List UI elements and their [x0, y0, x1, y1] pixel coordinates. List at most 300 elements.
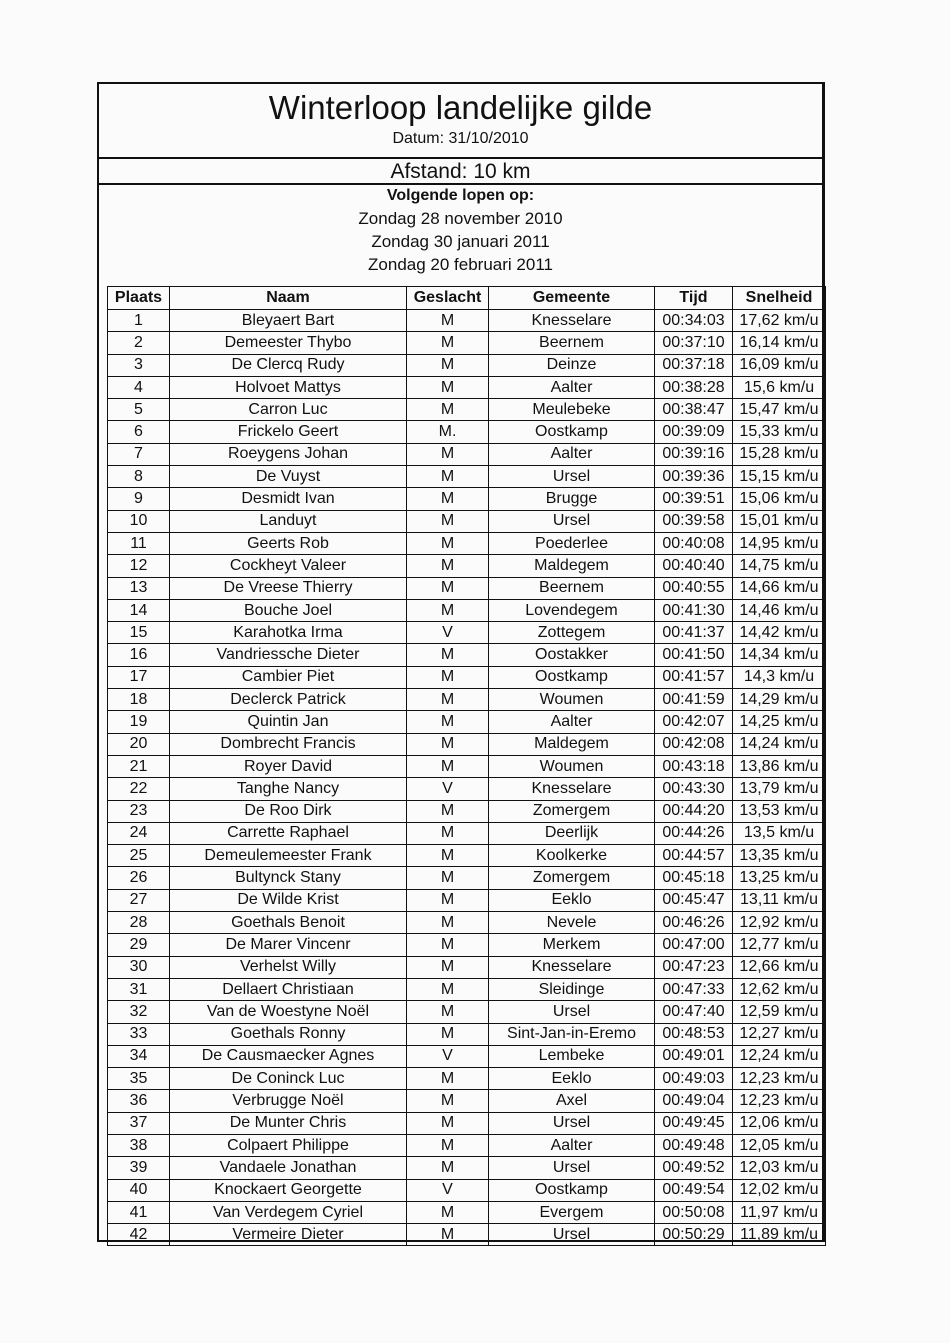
table-row — [108, 332, 826, 354]
cell-geslacht: M — [407, 666, 489, 688]
table-row — [108, 755, 826, 777]
cell-tijd: 00:39:09 — [655, 421, 733, 443]
cell-geslacht: M — [407, 755, 489, 777]
table-row — [108, 800, 826, 822]
cell-snelheid: 15,15 km/u — [733, 466, 826, 488]
cell-snelheid: 14,29 km/u — [733, 689, 826, 711]
cell-snelheid: 13,86 km/u — [733, 755, 826, 777]
cell-gemeente: Aalter — [489, 376, 655, 398]
table-row — [108, 510, 826, 532]
cell-naam: Dombrecht Francis — [170, 733, 407, 755]
cell-gemeente: Merkem — [489, 934, 655, 956]
cell-tijd: 00:49:45 — [655, 1112, 733, 1134]
cell-naam: Landuyt — [170, 510, 407, 532]
table-row — [108, 666, 826, 688]
cell-geslacht: M — [407, 488, 489, 510]
cell-gemeente: Oostkamp — [489, 421, 655, 443]
cell-plaats: 40 — [108, 1179, 170, 1201]
cell-tijd: 00:39:16 — [655, 443, 733, 465]
cell-gemeente: Aalter — [489, 711, 655, 733]
cell-naam: Vandriessche Dieter — [170, 644, 407, 666]
cell-tijd: 00:41:59 — [655, 689, 733, 711]
cell-naam: De Marer Vincenr — [170, 934, 407, 956]
table-row — [108, 1224, 826, 1246]
cell-plaats: 11 — [108, 532, 170, 554]
cell-plaats: 18 — [108, 689, 170, 711]
cell-geslacht: M — [407, 644, 489, 666]
cell-naam: Vandaele Jonathan — [170, 1157, 407, 1179]
cell-geslacht: M — [407, 354, 489, 376]
cell-snelheid: 13,79 km/u — [733, 778, 826, 800]
cell-gemeente: Sleidinge — [489, 978, 655, 1000]
table-row — [108, 978, 826, 1000]
cell-snelheid: 12,06 km/u — [733, 1112, 826, 1134]
cell-geslacht: M — [407, 934, 489, 956]
cell-snelheid: 15,06 km/u — [733, 488, 826, 510]
cell-naam: Quintin Jan — [170, 711, 407, 733]
col-header-gemeente: Gemeente — [489, 287, 655, 310]
table-row — [108, 711, 826, 733]
cell-snelheid: 14,46 km/u — [733, 599, 826, 621]
table-header-row — [108, 287, 826, 310]
cell-plaats: 16 — [108, 644, 170, 666]
cell-naam: Colpaert Philippe — [170, 1134, 407, 1156]
cell-tijd: 00:47:33 — [655, 978, 733, 1000]
table-row — [108, 622, 826, 644]
cell-gemeente: Nevele — [489, 912, 655, 934]
cell-naam: Demeulemeester Frank — [170, 845, 407, 867]
cell-gemeente: Oostakker — [489, 644, 655, 666]
cell-plaats: 28 — [108, 912, 170, 934]
cell-snelheid: 11,89 km/u — [733, 1224, 826, 1246]
table-row — [108, 1201, 826, 1223]
cell-gemeente: Axel — [489, 1090, 655, 1112]
cell-naam: Geerts Rob — [170, 532, 407, 554]
cell-gemeente: Ursel — [489, 510, 655, 532]
cell-geslacht: V — [407, 1045, 489, 1067]
cell-tijd: 00:48:53 — [655, 1023, 733, 1045]
cell-snelheid: 13,53 km/u — [733, 800, 826, 822]
cell-snelheid: 11,97 km/u — [733, 1201, 826, 1223]
cell-tijd: 00:49:04 — [655, 1090, 733, 1112]
cell-naam: Van de Woestyne Noël — [170, 1001, 407, 1023]
cell-geslacht: V — [407, 622, 489, 644]
cell-plaats: 23 — [108, 800, 170, 822]
cell-gemeente: Eeklo — [489, 889, 655, 911]
table-row — [108, 689, 826, 711]
cell-plaats: 17 — [108, 666, 170, 688]
cell-plaats: 13 — [108, 577, 170, 599]
table-row — [108, 822, 826, 844]
cell-geslacht: M — [407, 310, 489, 332]
cell-snelheid: 14,24 km/u — [733, 733, 826, 755]
cell-tijd: 00:42:07 — [655, 711, 733, 733]
cell-gemeente: Aalter — [489, 443, 655, 465]
cell-gemeente: Knesselare — [489, 778, 655, 800]
cell-naam: Carrette Raphael — [170, 822, 407, 844]
cell-geslacht: M — [407, 978, 489, 1000]
cell-plaats: 26 — [108, 867, 170, 889]
cell-geslacht: M. — [407, 421, 489, 443]
table-row — [108, 555, 826, 577]
cell-snelheid: 16,09 km/u — [733, 354, 826, 376]
cell-geslacht: M — [407, 689, 489, 711]
cell-geslacht: M — [407, 332, 489, 354]
cell-tijd: 00:39:58 — [655, 510, 733, 532]
cell-tijd: 00:49:01 — [655, 1045, 733, 1067]
cell-geslacht: M — [407, 733, 489, 755]
cell-tijd: 00:40:55 — [655, 577, 733, 599]
cell-tijd: 00:45:47 — [655, 889, 733, 911]
cell-snelheid: 13,25 km/u — [733, 867, 826, 889]
table-row — [108, 577, 826, 599]
col-header-plaats: Plaats — [108, 287, 170, 310]
cell-geslacht: M — [407, 867, 489, 889]
cell-geslacht: M — [407, 532, 489, 554]
table-row — [108, 867, 826, 889]
cell-tijd: 00:49:54 — [655, 1179, 733, 1201]
distance-label: Afstand: 10 km — [390, 160, 531, 183]
table-row — [108, 956, 826, 978]
table-row — [108, 1045, 826, 1067]
cell-plaats: 33 — [108, 1023, 170, 1045]
cell-naam: Bouche Joel — [170, 599, 407, 621]
cell-geslacht: M — [407, 1224, 489, 1246]
next-runs-block — [99, 185, 822, 286]
cell-gemeente: Knesselare — [489, 956, 655, 978]
cell-naam: Verbrugge Noël — [170, 1090, 407, 1112]
cell-plaats: 20 — [108, 733, 170, 755]
table-row — [108, 1023, 826, 1045]
cell-naam: Demeester Thybo — [170, 332, 407, 354]
cell-tijd: 00:43:18 — [655, 755, 733, 777]
cell-gemeente: Poederlee — [489, 532, 655, 554]
cell-geslacht: M — [407, 1068, 489, 1090]
cell-gemeente: Beernem — [489, 332, 655, 354]
cell-plaats: 22 — [108, 778, 170, 800]
cell-tijd: 00:41:57 — [655, 666, 733, 688]
cell-gemeente: Zomergem — [489, 800, 655, 822]
cell-gemeente: Aalter — [489, 1134, 655, 1156]
table-row — [108, 466, 826, 488]
cell-snelheid: 12,24 km/u — [733, 1045, 826, 1067]
cell-snelheid: 13,35 km/u — [733, 845, 826, 867]
table-row — [108, 1112, 826, 1134]
table-row — [108, 399, 826, 421]
cell-gemeente: Knesselare — [489, 310, 655, 332]
cell-geslacht: M — [407, 555, 489, 577]
cell-naam: De Roo Dirk — [170, 800, 407, 822]
cell-tijd: 00:38:28 — [655, 376, 733, 398]
next-run-date: Zondag 20 februari 2011 — [368, 255, 553, 274]
col-header-snelheid: Snelheid — [733, 287, 826, 310]
table-row — [108, 934, 826, 956]
cell-gemeente: Ursel — [489, 466, 655, 488]
cell-snelheid: 14,25 km/u — [733, 711, 826, 733]
cell-gemeente: Ursel — [489, 1112, 655, 1134]
cell-geslacht: M — [407, 822, 489, 844]
cell-tijd: 00:40:08 — [655, 532, 733, 554]
cell-tijd: 00:47:00 — [655, 934, 733, 956]
cell-geslacht: M — [407, 1001, 489, 1023]
cell-gemeente: Maldegem — [489, 733, 655, 755]
cell-tijd: 00:45:18 — [655, 867, 733, 889]
cell-naam: Cockheyt Valeer — [170, 555, 407, 577]
cell-gemeente: Oostkamp — [489, 1179, 655, 1201]
cell-geslacht: M — [407, 1112, 489, 1134]
cell-naam: De Vreese Thierry — [170, 577, 407, 599]
cell-naam: Holvoet Mattys — [170, 376, 407, 398]
cell-naam: Declerck Patrick — [170, 689, 407, 711]
cell-plaats: 35 — [108, 1068, 170, 1090]
cell-snelheid: 12,77 km/u — [733, 934, 826, 956]
cell-gemeente: Brugge — [489, 488, 655, 510]
cell-plaats: 36 — [108, 1090, 170, 1112]
cell-gemeente: Ursel — [489, 1001, 655, 1023]
cell-gemeente: Oostkamp — [489, 666, 655, 688]
cell-plaats: 38 — [108, 1134, 170, 1156]
cell-geslacht: V — [407, 778, 489, 800]
cell-tijd: 00:40:40 — [655, 555, 733, 577]
cell-gemeente: Eeklo — [489, 1068, 655, 1090]
cell-snelheid: 12,03 km/u — [733, 1157, 826, 1179]
cell-tijd: 00:47:23 — [655, 956, 733, 978]
cell-gemeente: Woumen — [489, 689, 655, 711]
cell-gemeente: Deerlijk — [489, 822, 655, 844]
cell-plaats: 12 — [108, 555, 170, 577]
cell-geslacht: M — [407, 800, 489, 822]
cell-naam: Vermeire Dieter — [170, 1224, 407, 1246]
table-row — [108, 845, 826, 867]
cell-naam: Bleyaert Bart — [170, 310, 407, 332]
cell-naam: Goethals Ronny — [170, 1023, 407, 1045]
cell-plaats: 21 — [108, 755, 170, 777]
cell-snelheid: 13,5 km/u — [733, 822, 826, 844]
table-row — [108, 354, 826, 376]
cell-naam: De Munter Chris — [170, 1112, 407, 1134]
cell-tijd: 00:37:18 — [655, 354, 733, 376]
table-row — [108, 599, 826, 621]
title-block — [99, 84, 822, 159]
cell-geslacht: M — [407, 956, 489, 978]
cell-tijd: 00:39:36 — [655, 466, 733, 488]
table-row — [108, 1090, 826, 1112]
table-row — [108, 912, 826, 934]
cell-geslacht: M — [407, 577, 489, 599]
cell-gemeente: Zottegem — [489, 622, 655, 644]
cell-snelheid: 12,23 km/u — [733, 1090, 826, 1112]
cell-geslacht: M — [407, 1157, 489, 1179]
cell-plaats: 31 — [108, 978, 170, 1000]
cell-tijd: 00:46:26 — [655, 912, 733, 934]
cell-snelheid: 14,42 km/u — [733, 622, 826, 644]
cell-tijd: 00:44:26 — [655, 822, 733, 844]
cell-geslacht: M — [407, 443, 489, 465]
cell-plaats: 39 — [108, 1157, 170, 1179]
cell-naam: Dellaert Christiaan — [170, 978, 407, 1000]
cell-plaats: 19 — [108, 711, 170, 733]
cell-plaats: 5 — [108, 399, 170, 421]
cell-plaats: 37 — [108, 1112, 170, 1134]
table-row — [108, 1134, 826, 1156]
cell-gemeente: Beernem — [489, 577, 655, 599]
page-title: Winterloop landelijke gilde — [268, 89, 653, 126]
cell-tijd: 00:38:47 — [655, 399, 733, 421]
cell-snelheid: 15,6 km/u — [733, 376, 826, 398]
col-header-naam: Naam — [170, 287, 407, 310]
cell-plaats: 24 — [108, 822, 170, 844]
cell-naam: Carron Luc — [170, 399, 407, 421]
cell-naam: Cambier Piet — [170, 666, 407, 688]
cell-geslacht: M — [407, 376, 489, 398]
cell-tijd: 00:37:10 — [655, 332, 733, 354]
table-row — [108, 644, 826, 666]
cell-tijd: 00:50:29 — [655, 1224, 733, 1246]
cell-geslacht: M — [407, 466, 489, 488]
cell-snelheid: 15,28 km/u — [733, 443, 826, 465]
table-row — [108, 421, 826, 443]
cell-snelheid: 15,47 km/u — [733, 399, 826, 421]
cell-plaats: 4 — [108, 376, 170, 398]
cell-naam: De Wilde Krist — [170, 889, 407, 911]
cell-tijd: 00:49:52 — [655, 1157, 733, 1179]
cell-snelheid: 14,34 km/u — [733, 644, 826, 666]
cell-geslacht: M — [407, 399, 489, 421]
table-row — [108, 889, 826, 911]
cell-plaats: 27 — [108, 889, 170, 911]
cell-naam: De Coninck Luc — [170, 1068, 407, 1090]
cell-naam: De Clercq Rudy — [170, 354, 407, 376]
cell-geslacht: M — [407, 1201, 489, 1223]
cell-naam: Desmidt Ivan — [170, 488, 407, 510]
cell-naam: Tanghe Nancy — [170, 778, 407, 800]
cell-tijd: 00:44:57 — [655, 845, 733, 867]
col-header-geslacht: Geslacht — [407, 287, 489, 310]
cell-tijd: 00:49:03 — [655, 1068, 733, 1090]
cell-tijd: 00:44:20 — [655, 800, 733, 822]
cell-snelheid: 15,33 km/u — [733, 421, 826, 443]
cell-gemeente: Woumen — [489, 755, 655, 777]
cell-tijd: 00:41:30 — [655, 599, 733, 621]
table-row — [108, 310, 826, 332]
cell-plaats: 32 — [108, 1001, 170, 1023]
cell-naam: De Vuyst — [170, 466, 407, 488]
cell-naam: Van Verdegem Cyriel — [170, 1201, 407, 1223]
cell-snelheid: 16,14 km/u — [733, 332, 826, 354]
cell-plaats: 2 — [108, 332, 170, 354]
cell-snelheid: 14,66 km/u — [733, 577, 826, 599]
cell-tijd: 00:43:30 — [655, 778, 733, 800]
table-row — [108, 488, 826, 510]
cell-plaats: 10 — [108, 510, 170, 532]
cell-tijd: 00:42:08 — [655, 733, 733, 755]
cell-snelheid: 15,01 km/u — [733, 510, 826, 532]
cell-geslacht: M — [407, 1023, 489, 1045]
cell-gemeente: Lembeke — [489, 1045, 655, 1067]
cell-snelheid: 13,11 km/u — [733, 889, 826, 911]
cell-plaats: 8 — [108, 466, 170, 488]
cell-snelheid: 12,27 km/u — [733, 1023, 826, 1045]
cell-gemeente: Deinze — [489, 354, 655, 376]
cell-geslacht: V — [407, 1179, 489, 1201]
table-row — [108, 443, 826, 465]
cell-geslacht: M — [407, 889, 489, 911]
cell-geslacht: M — [407, 1134, 489, 1156]
cell-gemeente: Koolkerke — [489, 845, 655, 867]
cell-gemeente: Lovendegem — [489, 599, 655, 621]
cell-snelheid: 12,05 km/u — [733, 1134, 826, 1156]
next-runs-label: Volgende lopen op: — [386, 187, 535, 204]
cell-snelheid: 12,62 km/u — [733, 978, 826, 1000]
cell-snelheid: 12,92 km/u — [733, 912, 826, 934]
cell-tijd: 00:50:08 — [655, 1201, 733, 1223]
cell-tijd: 00:34:03 — [655, 310, 733, 332]
cell-geslacht: M — [407, 599, 489, 621]
cell-naam: Bultynck Stany — [170, 867, 407, 889]
cell-snelheid: 14,3 km/u — [733, 666, 826, 688]
distance-block — [99, 159, 822, 185]
cell-plaats: 41 — [108, 1201, 170, 1223]
cell-plaats: 3 — [108, 354, 170, 376]
cell-gemeente: Meulebeke — [489, 399, 655, 421]
table-row — [108, 1157, 826, 1179]
cell-snelheid: 12,23 km/u — [733, 1068, 826, 1090]
cell-gemeente: Evergem — [489, 1201, 655, 1223]
cell-gemeente: Zomergem — [489, 867, 655, 889]
cell-gemeente: Ursel — [489, 1157, 655, 1179]
cell-naam: Knockaert Georgette — [170, 1179, 407, 1201]
cell-naam: Frickelo Geert — [170, 421, 407, 443]
cell-gemeente: Ursel — [489, 1224, 655, 1246]
table-row — [108, 1179, 826, 1201]
cell-plaats: 14 — [108, 599, 170, 621]
table-row — [108, 376, 826, 398]
next-run-date: Zondag 28 november 2010 — [358, 209, 563, 228]
cell-geslacht: M — [407, 1090, 489, 1112]
next-run-date: Zondag 30 januari 2011 — [371, 232, 550, 251]
cell-plaats: 30 — [108, 956, 170, 978]
cell-tijd: 00:41:37 — [655, 622, 733, 644]
cell-snelheid: 12,66 km/u — [733, 956, 826, 978]
cell-naam: Roeygens Johan — [170, 443, 407, 465]
cell-tijd: 00:39:51 — [655, 488, 733, 510]
cell-plaats: 9 — [108, 488, 170, 510]
cell-snelheid: 12,59 km/u — [733, 1001, 826, 1023]
results-sheet — [97, 82, 825, 1242]
cell-snelheid: 14,95 km/u — [733, 532, 826, 554]
cell-geslacht: M — [407, 510, 489, 532]
table-row — [108, 1068, 826, 1090]
cell-plaats: 25 — [108, 845, 170, 867]
cell-naam: Verhelst Willy — [170, 956, 407, 978]
cell-plaats: 1 — [108, 310, 170, 332]
cell-snelheid: 14,75 km/u — [733, 555, 826, 577]
cell-plaats: 34 — [108, 1045, 170, 1067]
cell-plaats: 7 — [108, 443, 170, 465]
cell-geslacht: M — [407, 912, 489, 934]
table-row — [108, 778, 826, 800]
cell-gemeente: Maldegem — [489, 555, 655, 577]
cell-snelheid: 12,02 km/u — [733, 1179, 826, 1201]
cell-tijd: 00:49:48 — [655, 1134, 733, 1156]
cell-plaats: 29 — [108, 934, 170, 956]
table-row — [108, 733, 826, 755]
cell-plaats: 15 — [108, 622, 170, 644]
cell-geslacht: M — [407, 711, 489, 733]
cell-naam: Karahotka Irma — [170, 622, 407, 644]
cell-plaats: 42 — [108, 1224, 170, 1246]
results-table — [107, 286, 826, 1246]
